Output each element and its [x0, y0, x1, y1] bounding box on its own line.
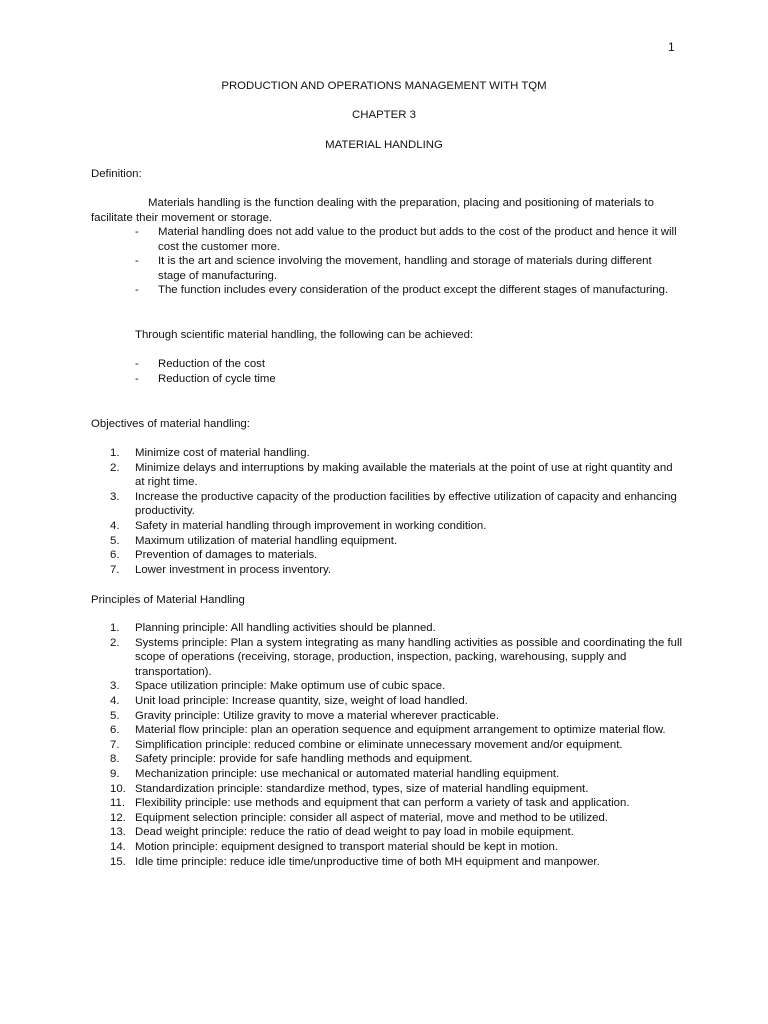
list-item: - Reduction of the cost — [135, 357, 680, 372]
item-number: 9. — [110, 767, 120, 780]
item-text: Space utilization principle: Make optimum use of cubic space. — [135, 680, 446, 693]
item-text: Dead weight principle: reduce the ratio of dead weight to pay load in mobile equipment. — [135, 826, 574, 839]
item-number: 2. — [110, 636, 120, 649]
list-item: - Reduction of cycle time — [135, 372, 680, 387]
item-text: Systems principle: Plan a system integrating as many handling activities as possible and coordinating the full scope of operations (receiving, storage, production, inspection, packing, warehousing, supply and transportation). — [135, 636, 683, 678]
item-text: Planning principle: All handling activities should be planned. — [135, 622, 436, 634]
item-number: 11. — [110, 797, 125, 810]
list-item — [110, 796, 685, 811]
list-item — [110, 723, 685, 738]
item-number: 13. — [110, 826, 126, 839]
list-item — [110, 534, 685, 549]
principles-heading: Principles of Material Handling — [91, 594, 245, 606]
item-text: Equipment selection principle: consider all aspect of material, move and method to be utilized. — [135, 811, 608, 824]
chapter-heading: CHAPTER 3 — [352, 109, 416, 121]
item-number: 6. — [110, 549, 120, 562]
item-number: 7. — [110, 563, 120, 576]
list-item — [110, 782, 685, 797]
principles-list — [110, 621, 685, 869]
list-item — [110, 738, 685, 753]
list-item — [110, 636, 685, 680]
item-number: 1. — [110, 447, 120, 459]
list-item: - Material handling does not add value to the product but adds to the cost of the product and hence it will cost the customer more. — [135, 225, 680, 254]
item-text: Standardization principle: standardize method, types, size of material handling equipment. — [135, 782, 589, 795]
item-number: 1. — [110, 622, 120, 634]
list-item — [110, 461, 685, 490]
list-item — [110, 767, 685, 782]
list-item — [110, 855, 685, 870]
list-item — [110, 621, 685, 636]
list-item: - The function includes every consideration of the product except the different stages of manufacturing. — [135, 283, 680, 298]
item-number: 5. — [110, 534, 120, 547]
topic-heading: MATERIAL HANDLING — [325, 139, 443, 151]
item-text: Material flow principle: plan an operation sequence and equipment arrangement to optimize material flow. — [135, 724, 666, 737]
item-text: Increase the productive capacity of the production facilities by effective utilization of capacity and enhancing productivity. — [135, 490, 677, 518]
item-text: Flexibility principle: use methods and equipment that can perform a variety of task and application. — [135, 797, 630, 810]
item-number: 7. — [110, 738, 120, 751]
through-text: Through scientific material handling, the following can be achieved: — [135, 329, 474, 341]
list-item — [110, 752, 685, 767]
item-number: 4. — [110, 519, 120, 532]
objectives-list — [110, 446, 685, 577]
item-text: Lower investment in process inventory. — [135, 563, 332, 576]
item-text: Safety principle: provide for safe handling methods and equipment. — [135, 753, 473, 766]
list-item — [110, 840, 685, 855]
item-number: 6. — [110, 724, 120, 737]
item-number: 15. — [110, 855, 126, 868]
item-text: Idle time principle: reduce idle time/unproductive time of both MH equipment and manpower. — [135, 855, 600, 868]
item-text: Minimize cost of material handling. — [135, 447, 310, 459]
item-text: Prevention of damages to materials. — [135, 549, 318, 562]
list-item — [110, 563, 685, 578]
item-number: 3. — [110, 680, 120, 693]
definition-label: Definition: — [91, 168, 142, 180]
list-item — [110, 709, 685, 724]
item-text: Motion principle: equipment designed to transport material should be kept in motion. — [135, 840, 558, 853]
item-number: 12. — [110, 811, 126, 824]
list-item: - It is the art and science involving the movement, handling and storage of materials during different stage of manufacturing. — [135, 254, 680, 283]
list-item — [110, 679, 685, 694]
item-number: 14. — [110, 840, 126, 853]
item-text: Maximum utilization of material handling equipment. — [135, 534, 398, 547]
item-number: 2. — [110, 461, 120, 474]
item-number: 4. — [110, 694, 120, 707]
definition-paragraph: Materials handling is the function dealing with the preparation, placing and positioning of materials to facilitate their movement or storage. — [91, 197, 654, 224]
item-number: 3. — [110, 490, 120, 503]
list-item — [110, 490, 685, 519]
list-item — [110, 548, 685, 563]
item-text: Safety in material handling through improvement in working condition. — [135, 519, 487, 532]
page-number: 1 — [668, 40, 675, 54]
list-item — [110, 694, 685, 709]
achievements-list — [135, 357, 680, 386]
list-item — [110, 446, 685, 461]
list-item — [110, 825, 685, 840]
item-text: Unit load principle: Increase quantity, size, weight of load handled. — [135, 694, 468, 707]
list-item — [110, 519, 685, 534]
item-text: Gravity principle: Utilize gravity to move a material wherever practicable. — [135, 709, 499, 722]
list-item — [110, 811, 685, 826]
definition-bullet-list — [135, 225, 680, 298]
item-text: Simplification principle: reduced combine or eliminate unnecessary movement and/or equipment. — [135, 738, 623, 751]
item-number: 5. — [110, 709, 120, 722]
item-number: 8. — [110, 753, 120, 766]
item-number: 10. — [110, 782, 126, 795]
document-title: PRODUCTION AND OPERATIONS MANAGEMENT WITH TQM — [221, 80, 547, 92]
item-text: Minimize delays and interruptions by making available the materials at the point of use at right quantity and at right time. — [135, 461, 673, 489]
objectives-heading: Objectives of material handling: — [91, 418, 250, 430]
item-text: Mechanization principle: use mechanical or automated material handling equipment. — [135, 767, 560, 780]
